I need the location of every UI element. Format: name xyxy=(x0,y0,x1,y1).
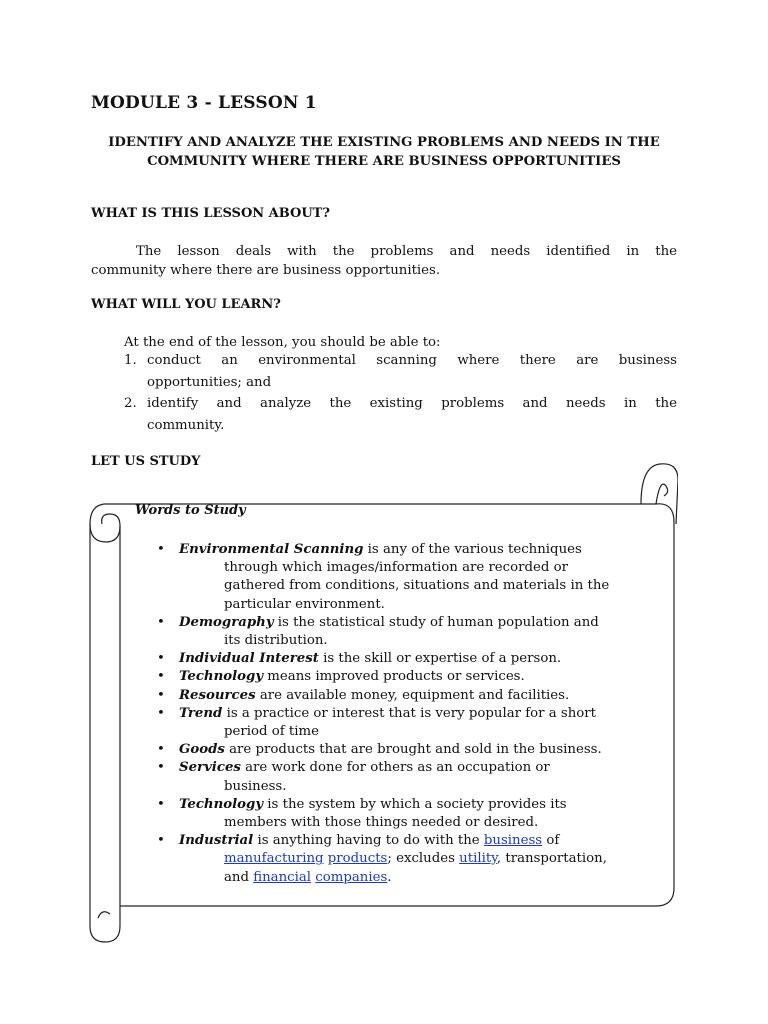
term-item xyxy=(157,614,657,650)
term-definition-text: . xyxy=(387,869,392,885)
financial-link[interactable]: financial xyxy=(253,869,312,885)
term-definition-cont: particular environment. xyxy=(224,596,385,612)
bullet: • xyxy=(157,669,165,685)
term-definition-cont: through which images/information are recorded or xyxy=(224,560,568,576)
term-name: Environmental Scanning xyxy=(179,542,364,557)
words-to-study-title: Words to Study xyxy=(135,503,246,518)
term-item xyxy=(157,668,657,686)
term-name: Services xyxy=(179,760,241,776)
term-name: Technology xyxy=(179,669,264,685)
term-definition: are products that are brought and sold in the business. xyxy=(224,742,602,758)
term-name: Individual Interest xyxy=(179,651,319,667)
business-link[interactable]: business xyxy=(483,833,543,849)
term-item xyxy=(157,741,657,759)
term-definition: are work done for others as an occupation or xyxy=(240,760,550,776)
term-name: Goods xyxy=(179,742,225,758)
term-definition: is anything having to do with the xyxy=(253,833,484,849)
manufacturing-link[interactable]: manufacturing xyxy=(224,851,324,867)
terms-list xyxy=(157,541,657,887)
term-definition: is a practice or interest that is very popular for a short xyxy=(222,705,596,721)
bullet: • xyxy=(157,651,165,667)
learn-item-line: identify and analyze the existing problems and needs in the xyxy=(147,396,677,411)
learn-item-2 xyxy=(124,394,677,435)
learn-intro: At the end of the lesson, you should be able to: xyxy=(124,335,441,350)
about-paragraph xyxy=(91,242,677,280)
term-definition-cont: members with those things needed or desired. xyxy=(224,815,539,831)
term-name: Demography xyxy=(179,614,274,630)
term-definition-cont: its distribution. xyxy=(224,633,328,649)
term-definition: is any of the various techniques xyxy=(363,542,582,557)
term-definition-cont xyxy=(179,869,657,887)
term-item xyxy=(157,687,657,705)
term-item xyxy=(157,541,657,614)
learn-item-line: community. xyxy=(147,418,225,433)
bullet: • xyxy=(157,833,165,849)
learn-item-number: 2. xyxy=(124,396,137,411)
lesson-title-line-2: COMMUNITY WHERE THERE ARE BUSINESS OPPORTUNITIES xyxy=(147,154,621,169)
about-line-2: community where there are business opportunities. xyxy=(91,263,441,278)
term-definition: is the skill or expertise of a person. xyxy=(318,651,562,667)
bullet: • xyxy=(157,760,165,776)
lesson-title xyxy=(91,133,677,171)
bullet: • xyxy=(157,705,165,721)
module-title: MODULE 3 - LESSON 1 xyxy=(91,93,317,113)
term-item-industrial xyxy=(157,832,657,887)
term-definition-text: and xyxy=(224,869,254,885)
term-definition: are available money, equipment and facilities. xyxy=(255,687,570,703)
study-heading: LET US STUDY xyxy=(91,454,201,469)
term-definition: means improved products or services. xyxy=(263,669,525,685)
bullet: • xyxy=(157,796,165,812)
term-definition-text: of xyxy=(542,833,560,849)
term-item xyxy=(157,796,657,832)
bullet: • xyxy=(157,614,165,630)
learn-item-1 xyxy=(124,351,677,392)
learn-item-line: opportunities; and xyxy=(147,375,272,390)
term-item xyxy=(157,705,657,741)
learn-heading: WHAT WILL YOU LEARN? xyxy=(91,297,281,312)
bullet: • xyxy=(157,687,165,703)
term-definition: is the system by which a society provides its xyxy=(263,796,567,812)
term-definition-cont xyxy=(179,850,657,868)
utility-link[interactable]: utility xyxy=(459,851,497,867)
bullet: • xyxy=(157,742,165,758)
term-definition-text: , transportation, xyxy=(496,851,607,867)
learn-item-number: 1. xyxy=(124,353,137,368)
term-item xyxy=(157,759,657,795)
term-definition-text: ; excludes xyxy=(387,851,460,867)
term-definition-cont: period of time xyxy=(224,724,319,740)
term-name: Resources xyxy=(179,687,256,703)
term-item xyxy=(157,650,657,668)
products-link[interactable]: products xyxy=(327,851,388,867)
term-definition-cont: business. xyxy=(224,778,287,794)
about-line-1: The lesson deals with the problems and needs identified in the xyxy=(136,244,677,259)
lesson-title-line-1: IDENTIFY AND ANALYZE THE EXISTING PROBLEMS AND NEEDS IN THE xyxy=(108,135,660,150)
learn-item-line: conduct an environmental scanning where there are business xyxy=(147,353,677,368)
term-name: Technology xyxy=(179,796,264,812)
bullet: • xyxy=(157,542,165,557)
companies-link[interactable]: companies xyxy=(315,869,388,885)
about-heading: WHAT IS THIS LESSON ABOUT? xyxy=(91,206,330,221)
learn-list xyxy=(124,351,677,435)
term-name: Trend xyxy=(179,705,223,721)
term-definition-cont: gathered from conditions, situations and materials in the xyxy=(224,578,610,594)
term-name: Industrial xyxy=(179,833,254,849)
term-definition: is the statistical study of human population and xyxy=(273,614,599,630)
